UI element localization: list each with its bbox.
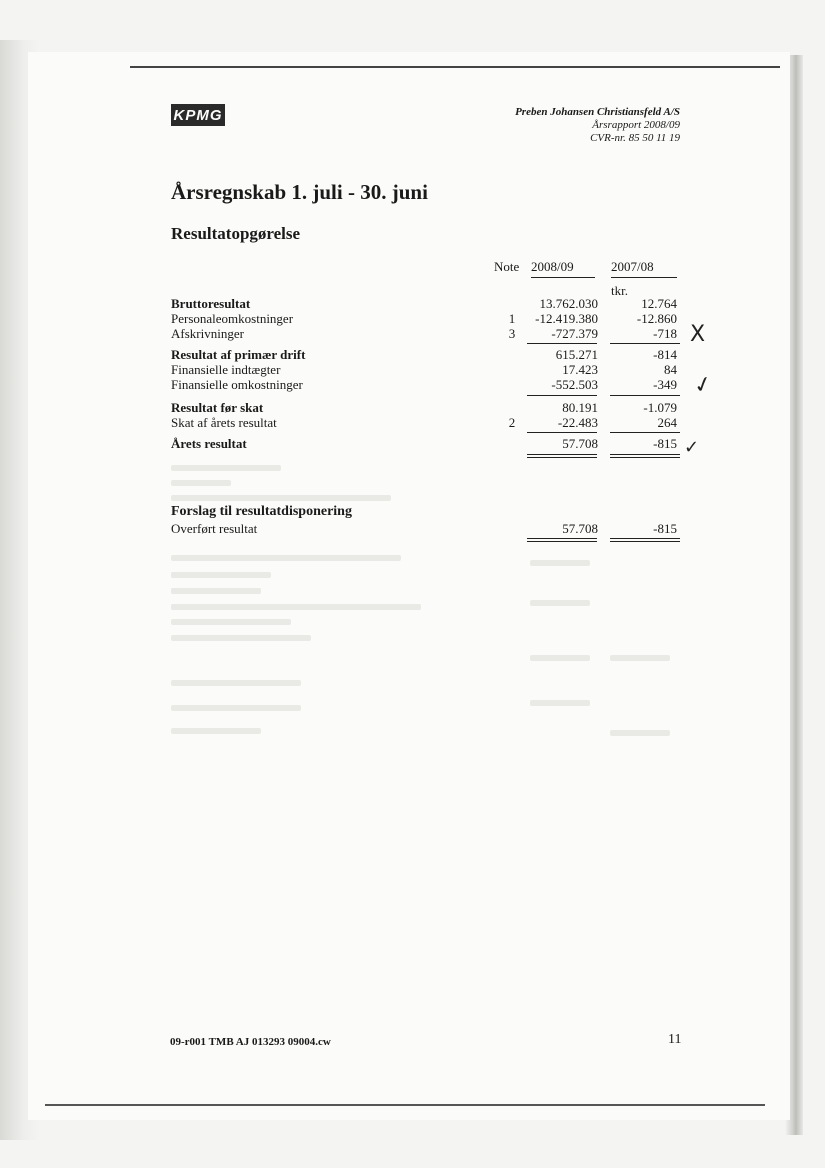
row-label: Bruttoresultat bbox=[171, 296, 251, 311]
table-row bbox=[171, 522, 681, 536]
total-double-rule bbox=[610, 457, 680, 458]
row-note: 1 bbox=[508, 311, 516, 326]
total-double-rule bbox=[527, 454, 597, 455]
row-label: Overført resultat bbox=[171, 521, 258, 536]
row-value-2008-09: 615.271 bbox=[555, 347, 598, 362]
total-double-rule bbox=[610, 541, 680, 542]
row-value-2008-09: -12.419.380 bbox=[535, 311, 598, 326]
subtotal-rule bbox=[527, 432, 597, 433]
total-double-rule bbox=[610, 454, 680, 455]
row-label: Resultat af primær drift bbox=[171, 347, 306, 362]
bleed-through-line bbox=[610, 730, 670, 736]
bleed-through-line bbox=[171, 705, 301, 711]
subtotal-rule bbox=[527, 343, 597, 344]
table-row bbox=[171, 401, 681, 415]
row-value-2007-08: -12.860 bbox=[636, 311, 677, 326]
bleed-through-line bbox=[530, 700, 590, 706]
row-value-2007-08: -815 bbox=[653, 436, 677, 451]
row-label: Personaleomkostninger bbox=[171, 311, 294, 326]
table-row bbox=[171, 416, 681, 430]
unit-label: tkr. bbox=[611, 283, 628, 298]
bleed-through-line bbox=[171, 555, 401, 561]
row-value-2007-08: 12.764 bbox=[641, 296, 677, 311]
table-row bbox=[171, 327, 681, 341]
bottom-rule bbox=[45, 1104, 765, 1106]
total-double-rule bbox=[527, 538, 597, 539]
row-value-2008-09: -552.503 bbox=[551, 377, 598, 392]
row-value-2007-08: 264 bbox=[657, 415, 677, 430]
row-value-2008-09: 17.423 bbox=[562, 362, 598, 377]
document-page bbox=[28, 52, 790, 1120]
appropriation-heading-row bbox=[171, 505, 681, 519]
row-label: Resultat før skat bbox=[171, 400, 264, 415]
bleed-through-line bbox=[610, 655, 670, 661]
page-title: Årsregnskab 1. juli - 30. juni bbox=[171, 180, 428, 204]
section-title: Resultatopgørelse bbox=[171, 224, 301, 243]
handwritten-x-mark: X bbox=[690, 322, 706, 347]
appropriation-heading: Forslag til resultatdisponering bbox=[171, 504, 352, 519]
year2-column-header: 2007/08 bbox=[611, 259, 677, 278]
bleed-through-line bbox=[171, 588, 261, 594]
row-note: 2 bbox=[508, 415, 516, 430]
row-label: Afskrivninger bbox=[171, 326, 244, 341]
total-double-rule bbox=[527, 541, 597, 542]
bleed-through-line bbox=[171, 604, 421, 610]
table-row bbox=[171, 437, 681, 451]
bleed-through-line bbox=[171, 480, 231, 486]
cvr-number: CVR-nr. 85 50 11 19 bbox=[590, 132, 680, 144]
report-name: Årsrapport 2008/09 bbox=[592, 119, 680, 131]
document-reference: 09-r001 TMB AJ 013293 09004.cw bbox=[170, 1036, 331, 1048]
bleed-through-line bbox=[530, 560, 590, 566]
bleed-through-line bbox=[171, 619, 291, 625]
subtotal-rule bbox=[610, 395, 680, 396]
row-value-2008-09: -22.483 bbox=[557, 415, 598, 430]
row-value-2007-08: 84 bbox=[664, 362, 677, 377]
table-row bbox=[171, 363, 681, 377]
table-row bbox=[171, 297, 681, 311]
bleed-through-line bbox=[171, 465, 281, 471]
subtotal-rule bbox=[610, 343, 680, 344]
bleed-through-line bbox=[530, 600, 590, 606]
subtotal-rule bbox=[527, 395, 597, 396]
bleed-through-line bbox=[171, 728, 261, 734]
row-value-2008-09: 13.762.030 bbox=[539, 296, 598, 311]
kpmg-logo: KPMG bbox=[171, 104, 225, 126]
row-value-2007-08: -814 bbox=[653, 347, 677, 362]
handwritten-check-mark: ✓ bbox=[684, 437, 700, 458]
table-row bbox=[171, 348, 681, 362]
row-note: 3 bbox=[508, 326, 516, 341]
bleed-through-line bbox=[171, 635, 311, 641]
total-double-rule bbox=[527, 457, 597, 458]
table-row bbox=[171, 378, 681, 392]
row-value-2007-08: -718 bbox=[653, 326, 677, 341]
row-value-2007-08: -349 bbox=[653, 377, 677, 392]
row-label: Finansielle omkostninger bbox=[171, 377, 303, 392]
top-rule bbox=[130, 66, 780, 68]
table-row bbox=[171, 312, 681, 326]
company-header bbox=[515, 106, 680, 145]
total-double-rule bbox=[610, 538, 680, 539]
row-label: Skat af årets resultat bbox=[171, 415, 277, 430]
row-value-2008-09: 80.191 bbox=[562, 400, 598, 415]
subtotal-rule bbox=[610, 432, 680, 433]
bleed-through-line bbox=[171, 680, 301, 686]
row-value-2007-08: -815 bbox=[653, 521, 677, 536]
handwritten-check-mark: ✓ bbox=[691, 371, 716, 400]
bleed-through-line bbox=[171, 495, 391, 501]
bleed-through-line bbox=[530, 655, 590, 661]
company-name: Preben Johansen Christiansfeld A/S bbox=[515, 106, 680, 118]
year1-column-header: 2008/09 bbox=[531, 259, 595, 278]
row-label: Årets resultat bbox=[171, 436, 247, 451]
note-column-header: Note bbox=[494, 259, 520, 274]
row-label: Finansielle indtægter bbox=[171, 362, 281, 377]
row-value-2007-08: -1.079 bbox=[643, 400, 677, 415]
page-number: 11 bbox=[668, 1032, 682, 1047]
bleed-through-line bbox=[171, 572, 271, 578]
row-value-2008-09: -727.379 bbox=[551, 326, 598, 341]
row-value-2008-09: 57.708 bbox=[562, 521, 598, 536]
row-value-2008-09: 57.708 bbox=[562, 436, 598, 451]
